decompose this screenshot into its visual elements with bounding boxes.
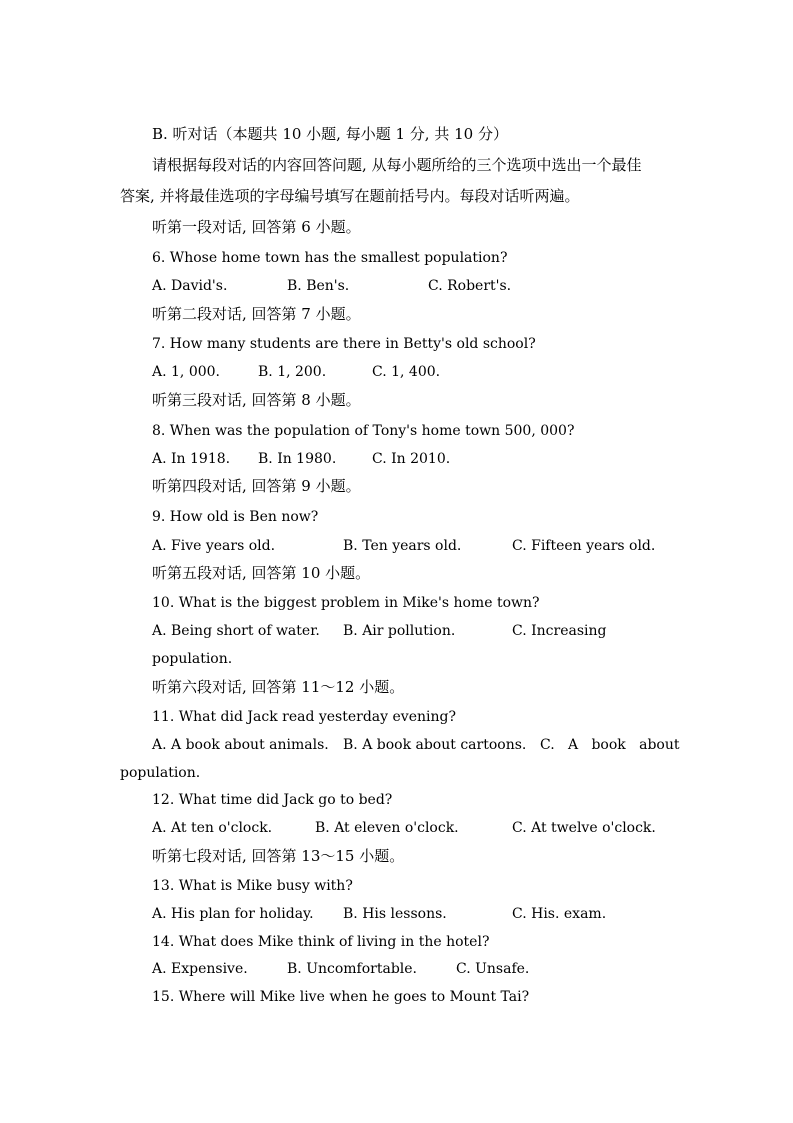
question-text: 6. Whose home town has the smallest population? xyxy=(152,250,508,266)
option-b: B. A book about cartoons. xyxy=(343,737,527,753)
option-c: C. Unsafe. xyxy=(456,961,530,977)
dialog-instruction: 听第二段对话, 回答第 7 小题。 xyxy=(152,305,361,323)
option-b: B. Uncomfortable. xyxy=(287,961,417,977)
question-text: 8. When was the population of Tony's home town 500, 000? xyxy=(152,423,575,439)
question-text: 7. How many students are there in Betty's old school? xyxy=(152,336,536,352)
option-c: C. In 2010. xyxy=(372,451,451,467)
question-text: 11. What did Jack read yesterday evening? xyxy=(152,709,456,725)
dialog-instruction: 听第一段对话, 回答第 6 小题。 xyxy=(152,218,361,236)
option-b: B. 1, 200. xyxy=(258,364,327,380)
question-text: 12. What time did Jack go to bed? xyxy=(152,792,393,808)
instruction-line-1: 请根据每段对话的内容回答问题, 从每小题所给的三个选项中选出一个最佳 xyxy=(152,156,642,174)
option-b: B. Air pollution. xyxy=(343,623,456,639)
instruction-line-2: 答案, 并将最佳选项的字母编号填写在题前括号内。每段对话听两遍。 xyxy=(120,187,580,205)
option-b: B. Ten years old. xyxy=(343,538,462,554)
option-a: A. A book about animals. xyxy=(152,737,329,753)
dialog-instruction: 听第七段对话, 回答第 13～15 小题。 xyxy=(152,847,405,865)
option-c: C. Increasing xyxy=(512,623,607,639)
question-text: 13. What is Mike busy with? xyxy=(152,878,353,894)
question-text: 14. What does Mike think of living in the hotel? xyxy=(152,934,490,950)
dialog-instruction: 听第六段对话, 回答第 11～12 小题。 xyxy=(152,678,405,696)
option-a: A. In 1918. xyxy=(152,451,231,467)
question-text: 9. How old is Ben now? xyxy=(152,509,319,525)
option-c: C. 1, 400. xyxy=(372,364,441,380)
option-b: B. His lessons. xyxy=(343,906,447,922)
option-a: A. David's. xyxy=(152,278,228,294)
option-b: B. At eleven o'clock. xyxy=(315,820,459,836)
option-a: A. At ten o'clock. xyxy=(152,820,273,836)
option-c: C. At twelve o'clock. xyxy=(512,820,656,836)
option-a: A. His plan for holiday. xyxy=(152,906,314,922)
dialog-instruction: 听第五段对话, 回答第 10 小题。 xyxy=(152,564,371,582)
dialog-instruction: 听第四段对话, 回答第 9 小题。 xyxy=(152,477,361,495)
option-a: A. Five years old. xyxy=(152,538,276,554)
section-heading: B. 听对话（本题共 10 小题, 每小题 1 分, 共 10 分） xyxy=(152,125,508,143)
question-text: 10. What is the biggest problem in Mike's home town? xyxy=(152,595,540,611)
option-b: B. In 1980. xyxy=(258,451,337,467)
option-c: C. Robert's. xyxy=(428,278,512,294)
option-a: A. 1, 000. xyxy=(152,364,220,380)
option-c-continued: population. xyxy=(152,651,233,667)
option-a: A. Being short of water. xyxy=(152,623,320,639)
option-c: C. A book about xyxy=(540,737,680,753)
option-a: A. Expensive. xyxy=(152,961,248,977)
option-c: C. His. exam. xyxy=(512,906,607,922)
question-text: 15. Where will Mike live when he goes to Mount Tai? xyxy=(152,989,530,1005)
option-c-continued: population. xyxy=(120,765,201,781)
option-b: B. Ben's. xyxy=(287,278,350,294)
dialog-instruction: 听第三段对话, 回答第 8 小题。 xyxy=(152,391,361,409)
option-c: C. Fifteen years old. xyxy=(512,538,656,554)
